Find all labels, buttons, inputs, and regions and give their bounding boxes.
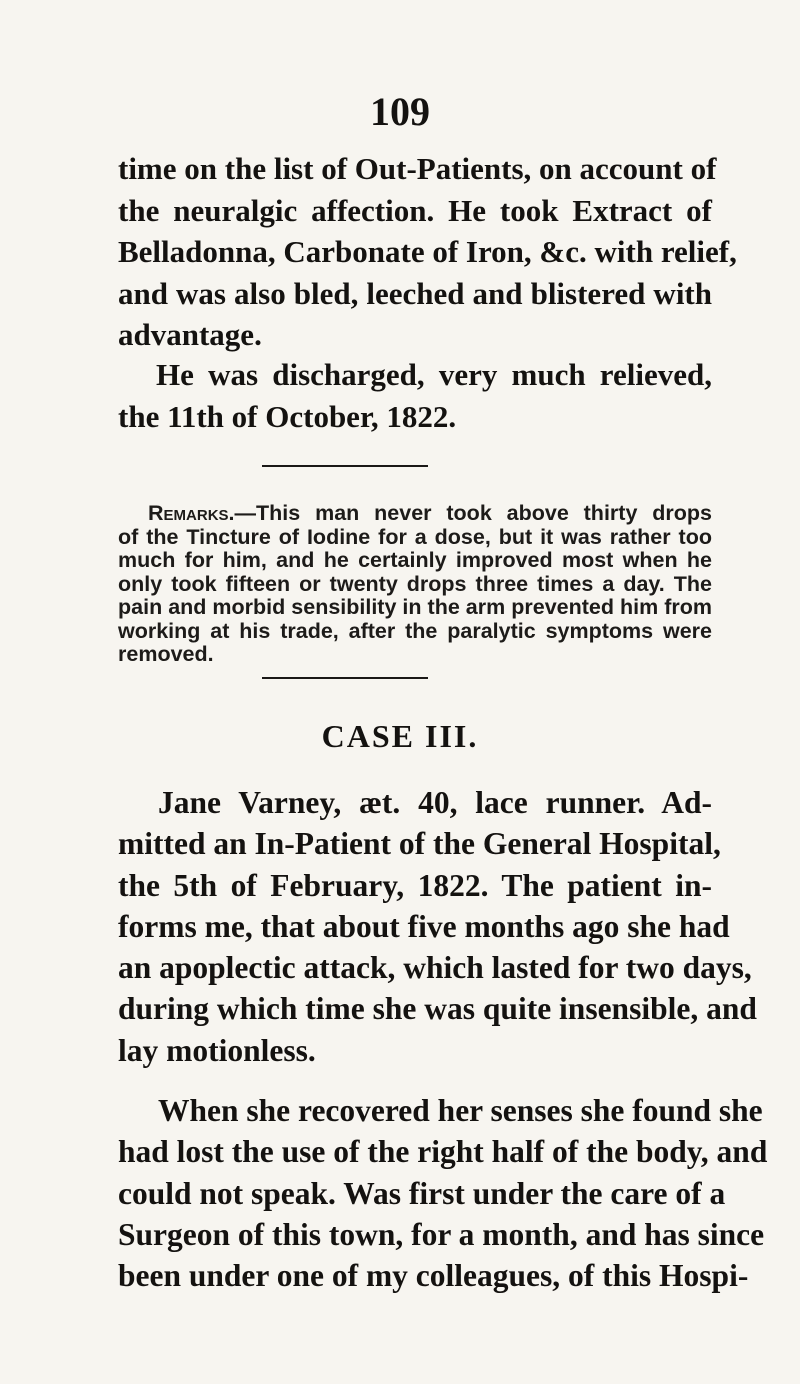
text-line: and was also bled, leeched and blistered with bbox=[118, 275, 712, 311]
text-line: Belladonna, Carbonate of Iron, &c. with relief, bbox=[118, 234, 737, 269]
remarks-note bbox=[118, 502, 712, 667]
page-number: 109 bbox=[370, 89, 430, 134]
remarks-line: working at his trade, after the paralytic symptoms were bbox=[118, 618, 712, 643]
case-heading: CASE III. bbox=[321, 718, 479, 754]
text-line: could not speak. Was first under the care of a bbox=[118, 1175, 726, 1211]
text-line: forms me, that about five months ago she had bbox=[118, 908, 730, 944]
text-line: had lost the use of the right half of the body, and bbox=[118, 1134, 768, 1170]
text-line: He was discharged, very much relieved, bbox=[156, 357, 712, 392]
remarks-line bbox=[118, 502, 712, 526]
remarks-label: Remarks. bbox=[148, 501, 235, 525]
text-line: the 5th of February, 1822. The patient in- bbox=[118, 867, 712, 903]
text-line: advantage. bbox=[118, 317, 262, 352]
text-line: an apoplectic attack, which lasted for two days, bbox=[118, 950, 752, 986]
text-line: mitted an In-Patient of the General Hospital, bbox=[118, 826, 721, 862]
section-divider bbox=[262, 465, 428, 467]
remarks-line: removed. bbox=[118, 642, 214, 666]
remarks-line: much for him, and he certainly improved most when he bbox=[118, 548, 712, 572]
paragraph-1 bbox=[118, 148, 737, 356]
text-line: the neuralgic affection. He took Extract of bbox=[118, 192, 712, 228]
text-line: the 11th of October, 1822. bbox=[118, 398, 457, 434]
text-line: during which time she was quite insensible, and bbox=[118, 991, 757, 1027]
remarks-line: of the Tincture of Iodine for a dose, but it was rather too bbox=[118, 524, 712, 549]
text-line: When she recovered her senses she found she bbox=[158, 1093, 763, 1128]
remarks-line: pain and morbid sensibility in the arm prevented him from bbox=[118, 595, 712, 619]
paragraph-4 bbox=[118, 1090, 768, 1296]
text-line: lay motionless. bbox=[118, 1032, 316, 1068]
remarks-line: only took fifteen or twenty drops three times a day. The bbox=[118, 571, 712, 596]
text-line: time on the list of Out-Patients, on account of bbox=[118, 151, 717, 186]
text-line: Surgeon of this town, for a month, and has since bbox=[118, 1216, 765, 1252]
paragraph-2 bbox=[118, 354, 712, 437]
text-line: Jane Varney, æt. 40, lace runner. Ad- bbox=[158, 785, 712, 820]
remarks-text: —This man never took above thirty drops bbox=[234, 501, 712, 525]
text-line: been under one of my colleagues, of this Hospi- bbox=[118, 1258, 749, 1294]
section-divider bbox=[262, 677, 428, 679]
paragraph-3 bbox=[118, 782, 757, 1071]
